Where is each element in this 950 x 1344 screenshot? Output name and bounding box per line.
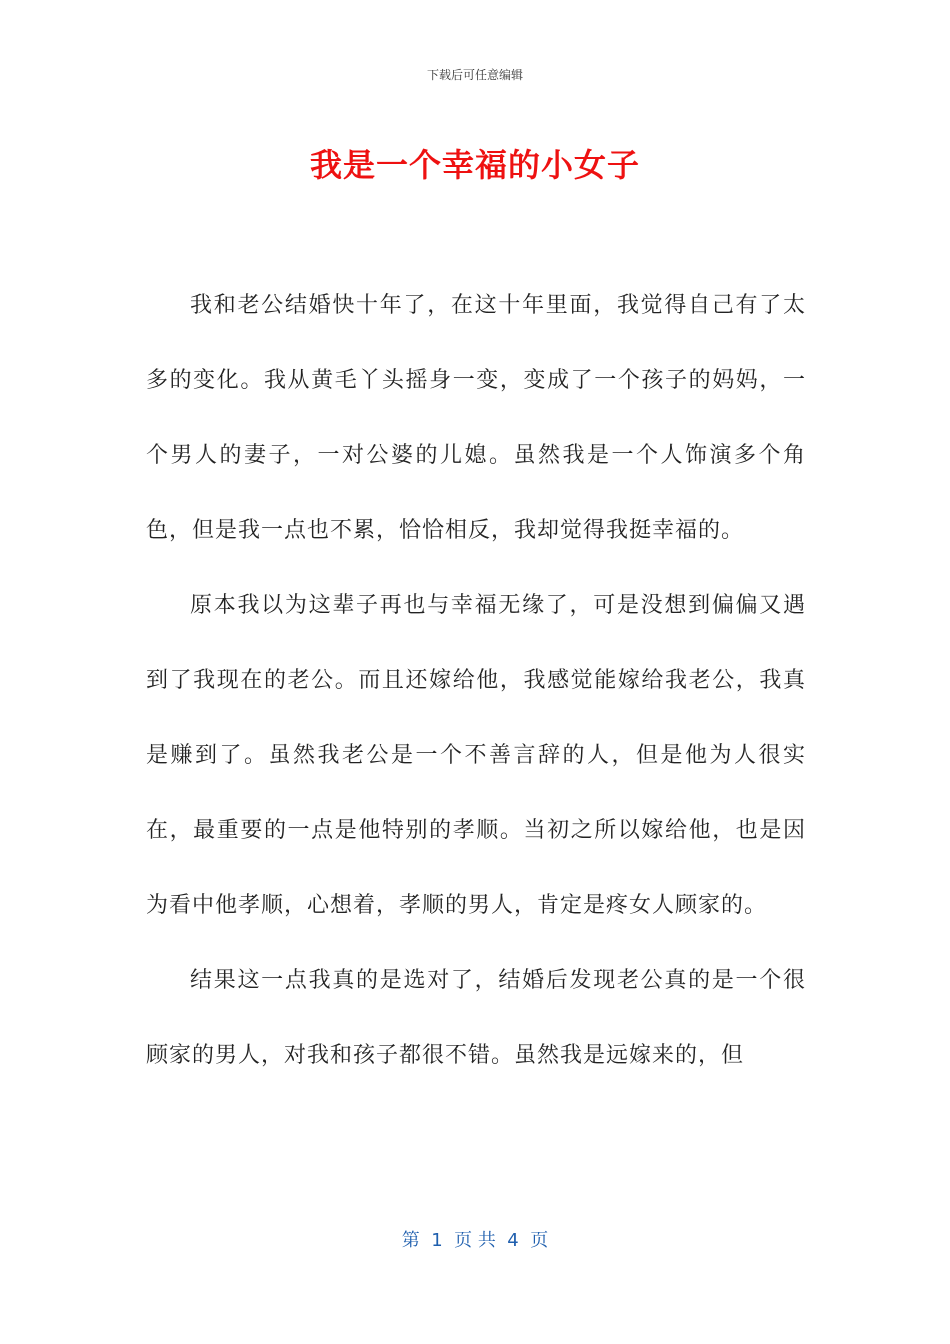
header-note: 下载后可任意编辑 bbox=[426, 68, 523, 82]
paragraph: 结果这一点我真的是选对了，结婚后发现老公真的是一个很顾家的男人，对我和孩子都很不错。虽然我是远嫁来的，但 bbox=[146, 968, 806, 1068]
page-number-footer: 第 1 页 共 4 页 bbox=[401, 1230, 549, 1251]
paragraph: 原本我以为这辈子再也与幸福无缘了，可是没想到偏偏又遇到了我现在的老公。而且还嫁给他，我感觉能嫁给我老公，我真是赚到了。虽然我老公是一个不善言辞的人，但是他为人很实在，最重要的一点是他特别的孝顺。当初之所以嫁给他，也是因为看中他孝顺，心想着，孝顺的男人，肯定是疼女人顾家的。 bbox=[146, 593, 806, 918]
document-body bbox=[146, 268, 806, 1093]
document-title: 我是一个幸福的小女子 bbox=[309, 146, 640, 184]
paragraph: 我和老公结婚快十年了，在这十年里面，我觉得自己有了太多的变化。我从黄毛丫头摇身一变，变成了一个孩子的妈妈，一个男人的妻子，一对公婆的儿媳。虽然我是一个人饰演多个角色，但是我一点也不累，恰恰相反，我却觉得我挺幸福的。 bbox=[146, 293, 806, 543]
